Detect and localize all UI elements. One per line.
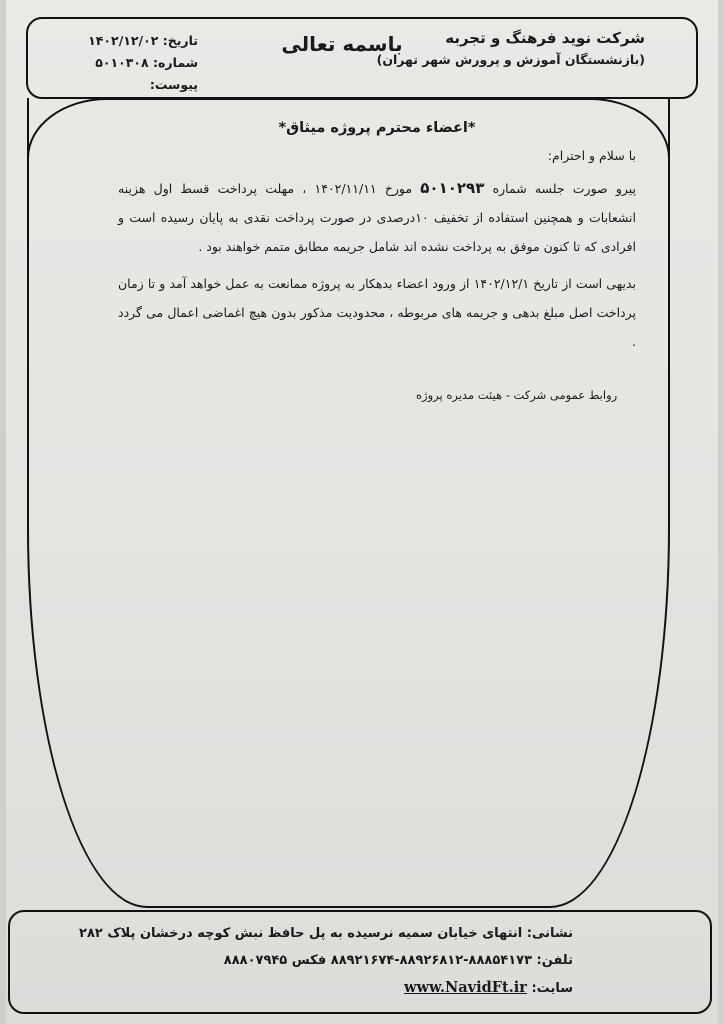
- date-line: [88, 30, 198, 52]
- paragraph-1-start: پیرو صورت جلسه شماره: [492, 181, 637, 196]
- paragraph-2: بدیهی است از تاریخ ۱۴۰۲/۱۲/۱ از ورود اعضاء بدهکار به پروژه ممانعت به عمل خواهد آمد و تا زمان پرداخت اصل مبلغ بدهی و جریمه های مربوطه ، محدودیت مذکور بدون هیچ اغماضی اعمال می گردد .: [118, 276, 636, 349]
- paragraph-1: [118, 174, 636, 261]
- footer-address: نشانی: انتهای خیابان سمیه نرسیده به پل حافظ نبش کوچه درخشان پلاک ۲۸۲: [79, 926, 573, 941]
- greeting: با سلام و احترام:: [547, 148, 636, 163]
- company-block: [377, 26, 645, 70]
- footer-contact: [79, 920, 573, 1002]
- number-label: شماره:: [153, 55, 198, 70]
- number-value: ۵۰۱۰۳۰۸: [95, 55, 149, 70]
- attachment-label: پیوست:: [149, 77, 198, 92]
- letter-meta: [88, 30, 198, 96]
- site-link[interactable]: www.NavidFt.ir: [404, 979, 527, 996]
- number-line: [88, 52, 198, 74]
- letter-body: [118, 120, 636, 402]
- date-value: ۱۴۰۲/۱۲/۰۲: [88, 33, 159, 48]
- letter-subject: *اعضاء محترم پروژه میثاق*: [278, 120, 476, 136]
- meeting-number: ۵۰۱۰۲۹۳: [420, 179, 485, 197]
- company-subtitle: (بازنشستگان آموزش و پرورش شهر تهران): [376, 52, 645, 67]
- footer-phone: تلفن: ۸۸۸۵۴۱۷۳-۸۸۹۲۶۸۱۲-۸۸۹۲۱۶۷۴ فکس ۸۸۸۰۷۹۴۵: [223, 953, 573, 968]
- company-name: شرکت نوید فرهنگ و تجربه: [445, 29, 645, 47]
- letterhead-title: باسمه تعالی: [281, 32, 403, 56]
- footer-site: [79, 974, 573, 1002]
- attachment-line: [88, 74, 198, 96]
- date-label: تاریخ:: [162, 33, 198, 48]
- paragraph-1-rest: مورخ ۱۴۰۲/۱۱/۱۱ ، مهلت پرداخت قسط اول هزینه انشعابات و همچنین استفاده از تخفیف ۱۰درصدی در صورت پرداخت نقدی به پایان رسیده است و افرادی که تا کنون موفق به پرداخت نشده اند شامل جریمه مطابق متمم خواهند بود .: [118, 181, 636, 254]
- signature: روابط عمومی شرکت - هیئت مدیره پروژه: [416, 388, 618, 402]
- site-label: سایت:: [531, 981, 573, 996]
